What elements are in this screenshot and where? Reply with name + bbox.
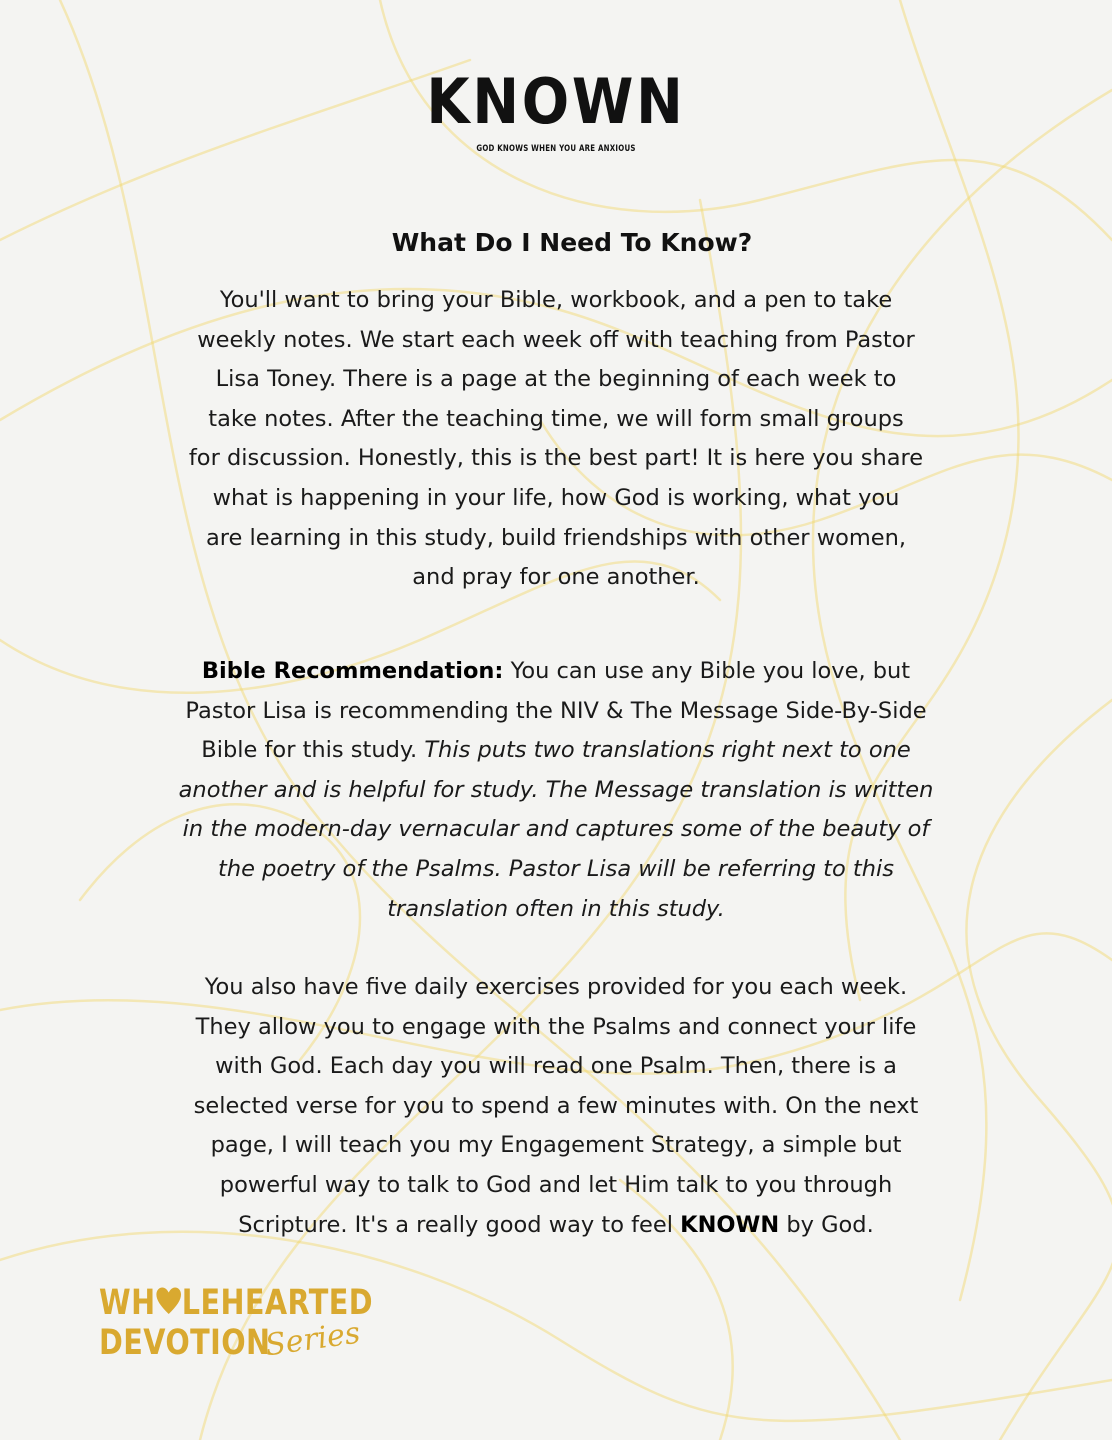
bible-recommendation-label: Bible Recommendation: <box>201 658 504 684</box>
paragraph-bible-recommendation <box>120 652 992 929</box>
text-line <box>120 1206 992 1246</box>
text-line: page, I will teach you my Engagement Strategy, a simple but <box>210 1132 902 1159</box>
logo-text: WH <box>99 1283 156 1323</box>
text-line: weekly notes. We start each week off with teaching from Pastor <box>197 326 915 353</box>
wholehearted-devotion-logo <box>99 1282 399 1372</box>
text-line: selected verse for you to spend a few minutes with. On the next <box>193 1092 919 1119</box>
text-line: Pastor Lisa is recommending the NIV & The Message Side-By-Side <box>185 697 927 724</box>
text-line: You also have five daily exercises provided for you each week. <box>204 974 908 1000</box>
text-line: what is happening in your life, how God is working, what you <box>212 484 900 511</box>
italic-line: translation often in this study. <box>387 895 725 922</box>
logo-line-2: DEVOTION <box>99 1323 271 1363</box>
masthead <box>0 64 1112 154</box>
text-line: with God. Each day you will read one Psalm. Then, there is a <box>215 1053 897 1080</box>
italic-line: in the modern-day vernacular and captures some of the beauty of <box>182 816 930 843</box>
logo-text: LEHEARTED <box>181 1283 373 1323</box>
text-span: Bible for this study. <box>201 737 425 764</box>
text-span: by God. <box>779 1211 874 1238</box>
text-line <box>120 731 992 771</box>
logo-line-1 <box>99 1282 373 1324</box>
section-heading: What Do I Need To Know? <box>391 228 753 257</box>
known-emphasis: KNOWN <box>680 1211 780 1238</box>
text-line <box>120 652 992 692</box>
text-line: Lisa Toney. There is a page at the beginning of each week to <box>215 366 897 393</box>
heart-icon <box>156 1286 182 1316</box>
text-span: You can use any Bible you love, but <box>503 658 911 684</box>
text-line: take notes. After the teaching time, we will form small groups <box>208 405 904 432</box>
text-line: You'll want to bring your Bible, workbook, and a pen to take <box>219 287 893 313</box>
italic-span: This puts two translations right next to one <box>424 737 911 764</box>
page-title: KNOWN <box>426 65 686 138</box>
paragraph-daily-exercises <box>120 968 992 1245</box>
text-line: are learning in this study, build friendships with other women, <box>205 524 907 551</box>
italic-line: another and is helpful for study. The Message translation is written <box>178 776 934 803</box>
paragraph-intro <box>120 281 992 598</box>
text-line: They allow you to engage with the Psalms and connect your life <box>195 1013 917 1040</box>
text-line: and pray for one another. <box>412 564 700 591</box>
page-subtitle: GOD KNOWS WHEN YOU ARE ANXIOUS <box>476 144 636 154</box>
text-line: powerful way to talk to God and let Him talk to you through <box>219 1171 893 1198</box>
text-line: for discussion. Honestly, this is the best part! It is here you share <box>188 445 924 472</box>
text-span: Scripture. It's a really good way to feel <box>238 1211 681 1238</box>
italic-line: the poetry of the Psalms. Pastor Lisa will be referring to this <box>218 855 894 882</box>
logo-script-text: Series <box>263 1315 363 1364</box>
